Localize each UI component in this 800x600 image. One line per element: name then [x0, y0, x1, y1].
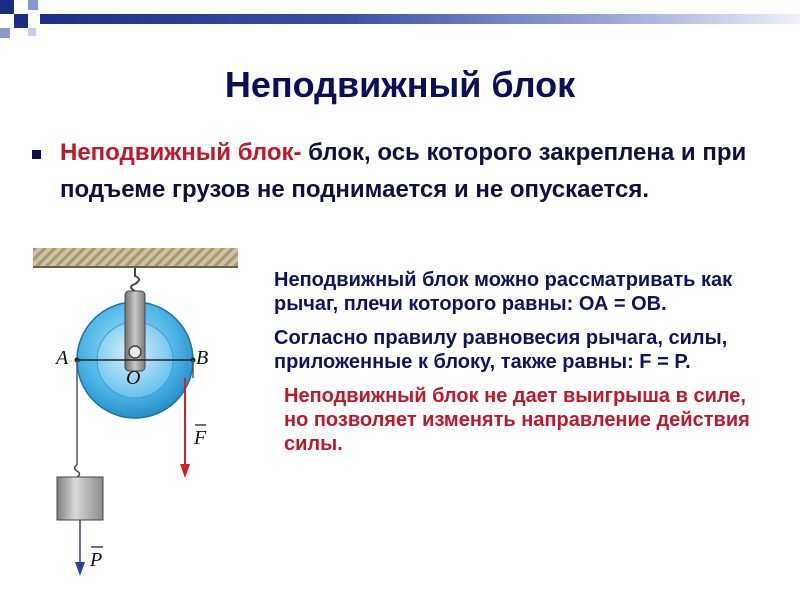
explanation-block	[274, 268, 774, 466]
pulley-bracket	[125, 291, 145, 371]
paragraph-lever: Неподвижный блок можно рассматривать как рычаг, плечи которого равны: ОА = ОВ.	[274, 269, 733, 315]
label-p: P	[90, 549, 103, 571]
definition-text: блок, ось которого закреплена и при подъеме грузов не поднимается и не опускается.	[60, 139, 747, 203]
pulley-axle	[129, 346, 141, 358]
paragraph-equilibrium: Согласно правилу равновесия рычага, силы, приложенные к блоку, также равны: F = P.	[274, 327, 728, 373]
label-f: F	[194, 427, 207, 449]
paragraph-conclusion: Неподвижный блок не дает выигрыша в силе, но позволяет изменять направление действия силы.	[284, 385, 750, 455]
definition-term: Неподвижный блок-	[60, 139, 302, 166]
slide-title: Неподвижный блок	[224, 64, 576, 105]
force-f-arrowhead	[180, 464, 190, 478]
label-b: B	[196, 347, 209, 369]
weight-hook-icon	[75, 465, 80, 477]
ceiling-hook-icon	[131, 268, 139, 291]
square-2	[14, 14, 28, 28]
square-5	[28, 28, 36, 36]
label-o: O	[126, 367, 141, 389]
square-4	[0, 28, 10, 38]
label-a: A	[56, 347, 69, 369]
header-band	[40, 14, 800, 24]
weight-block	[57, 477, 103, 520]
square-1	[0, 0, 14, 14]
fixed-pulley-diagram	[30, 260, 240, 590]
square-3	[28, 0, 38, 10]
force-p-arrowhead	[75, 562, 85, 576]
definition-paragraph	[60, 134, 780, 208]
bullet-square-icon	[32, 150, 41, 159]
